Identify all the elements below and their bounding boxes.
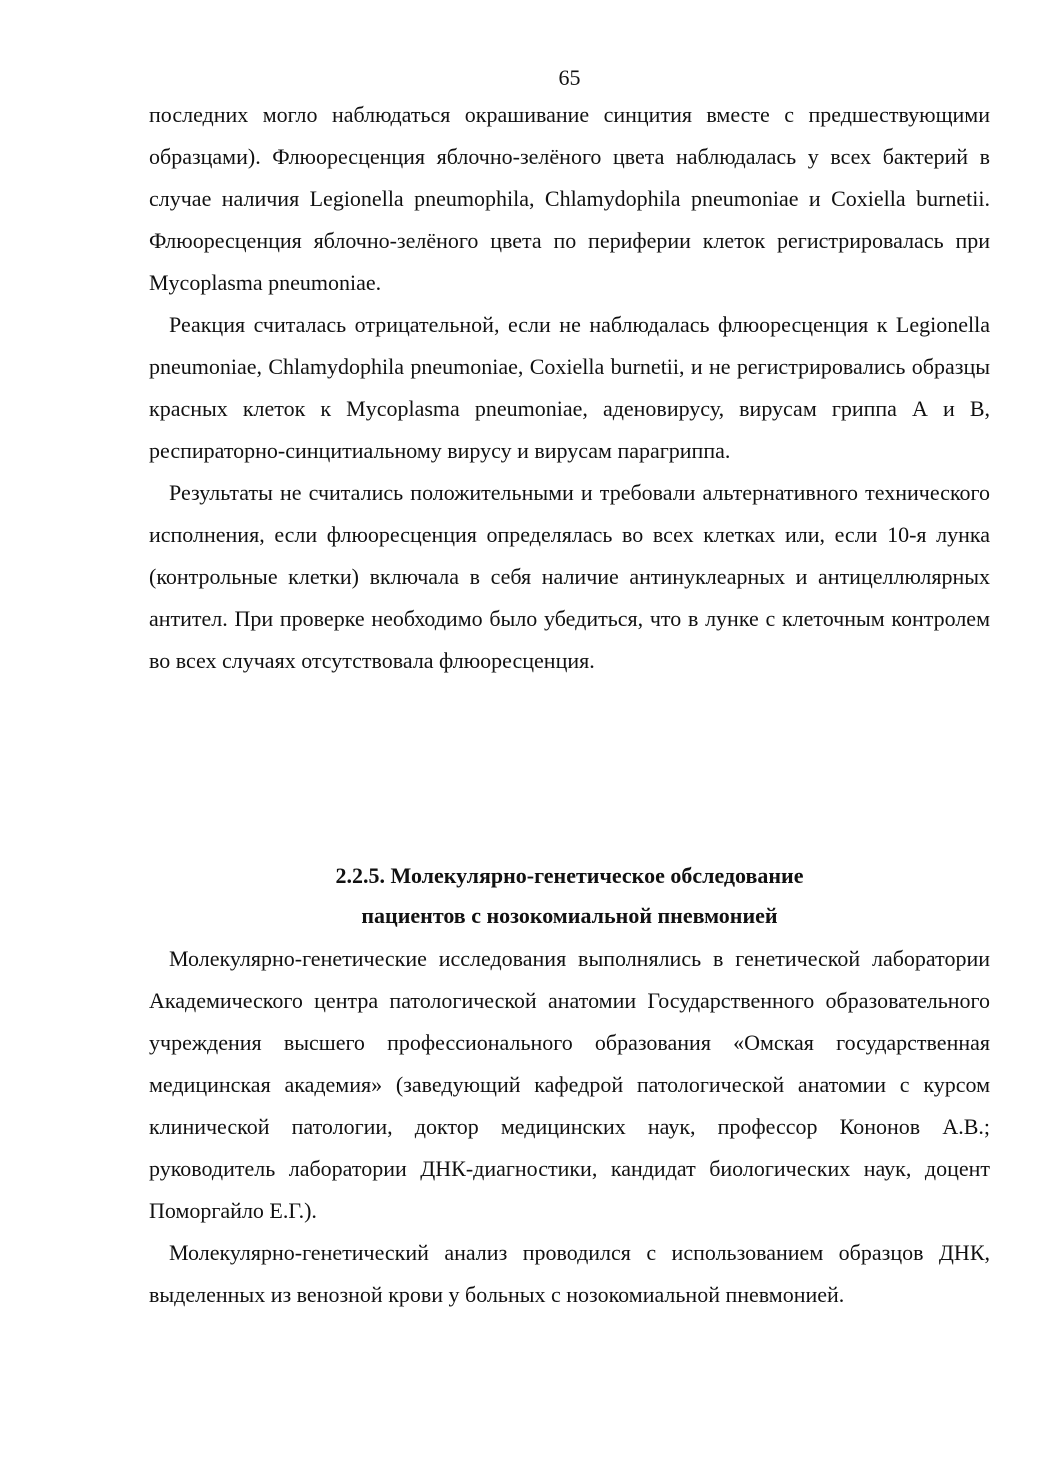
paragraph-negative-reaction: Реакция считалась отрицательной, если не наблюдалась флюоресценция к Legionella pneumoniae, Chlamydophila pneumoniae, Coxiella burnetii, и не регистрировались образцы красных клеток к Mycoplasma pneumoniae, аденовирусу, вирусам гриппа А и В, респираторно-синцитиальному вирусу и вирусам парагриппа.: [149, 312, 990, 463]
body-text-top: [149, 94, 990, 682]
page-number: 65: [558, 65, 581, 90]
section-heading-line-2: пациентов с нозокомиальной пневмонией: [361, 903, 778, 928]
paragraph-continuation: последних могло наблюдаться окрашивание синцития вместе с предшествующими образцами). Флюоресценция яблочно-зелёного цвета наблюдалась у всех бактерий в случае наличия Legionella pneumophila, Chlamydophila pneumoniae и Coxiella burnetii. Флюоресценция яблочно-зелёного цвета по периферии клеток регистрировалась при Mycoplasma pneumoniae.: [149, 102, 990, 295]
section-heading-line-1: 2.2.5. Молекулярно-генетическое обследование: [335, 863, 804, 888]
body-text-section: [149, 938, 990, 1316]
paragraph-research-location: Молекулярно-генетические исследования выполнялись в генетической лаборатории Академического центра патологической анатомии Государственного образовательного учреждения высшего профессионального образования «Омская государственная медицинская академия» (заведующий кафедрой патологической анатомии с курсом клинической патологии, доктор медицинских наук, профессор Кононов А.В.; руководитель лаборатории ДНК-диагностики, кандидат биологических наук, доцент Поморгайло Е.Г.).: [149, 946, 990, 1223]
section-heading: [149, 856, 990, 936]
paragraph-results: Результаты не считались положительными и требовали альтернативного технического исполнения, если флюоресценция определялась во всех клетках или, если 10-я лунка (контрольные клетки) включала в себя наличие антинуклеарных и антицеллюлярных антител. При проверке необходимо было убедиться, что в лунке с клеточным контролем во всех случаях отсутствовала флюоресценция.: [149, 480, 990, 673]
paragraph-dna-analysis: Молекулярно-генетический анализ проводился с использованием образцов ДНК, выделенных из венозной крови у больных с нозокомиальной пневмонией.: [149, 1240, 990, 1307]
